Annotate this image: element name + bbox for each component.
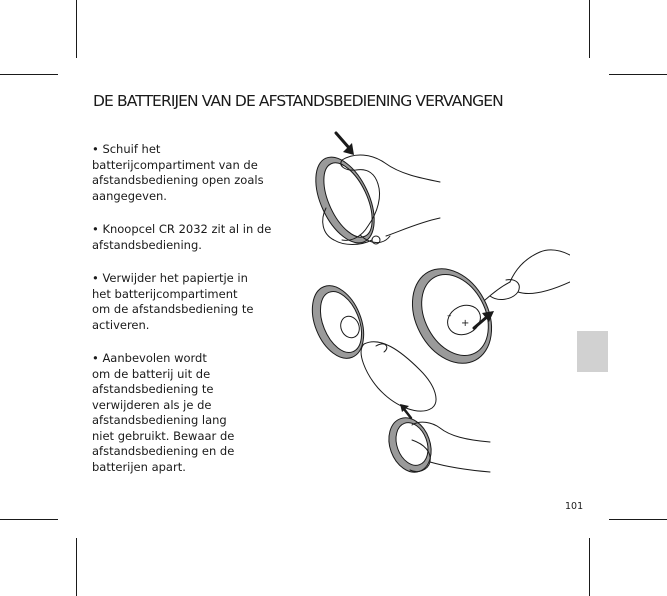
instruction-line: het batterijcompartiment bbox=[92, 286, 238, 301]
instruction-line: afstandsbediening te bbox=[92, 382, 214, 396]
battery-replacement-illustration bbox=[300, 125, 570, 485]
crop-mark bbox=[589, 538, 590, 596]
instruction-line: batterijen apart. bbox=[92, 459, 186, 474]
instruction-line: om de afstandsbediening te bbox=[92, 302, 254, 316]
section-tab bbox=[577, 331, 608, 372]
battery-minus-symbol: – bbox=[447, 311, 452, 321]
battery-plus-symbol: + bbox=[461, 318, 470, 329]
instruction-column bbox=[92, 142, 287, 493]
instruction-line: om de batterij uit de bbox=[92, 366, 211, 381]
instruction-line: aangegeven. bbox=[92, 188, 167, 203]
instruction-item bbox=[92, 222, 287, 253]
instruction-line: afstandsbediening. bbox=[92, 237, 202, 252]
crop-mark bbox=[589, 0, 590, 58]
instruction-line: afstandsbediening open zoals bbox=[92, 173, 264, 187]
crop-mark bbox=[76, 0, 77, 58]
instruction-item bbox=[92, 351, 287, 475]
crop-mark bbox=[0, 74, 58, 75]
instruction-line: activeren. bbox=[92, 317, 150, 332]
arrow-icon bbox=[336, 133, 354, 155]
instruction-line: afstandsbediening en de bbox=[92, 444, 235, 458]
page-title: DE BATTERIJEN VAN DE AFSTANDSBEDIENING VERVANGEN bbox=[93, 92, 503, 110]
instruction-line: • Aanbevolen wordt bbox=[92, 351, 207, 365]
crop-mark bbox=[609, 519, 667, 520]
instruction-line: • Knoopcel CR 2032 zit al in de bbox=[92, 222, 272, 236]
instruction-line: • Verwijder het papiertje in bbox=[92, 271, 248, 285]
instruction-item bbox=[92, 142, 287, 204]
instruction-line: • Schuif het bbox=[92, 142, 161, 156]
step-slide-open bbox=[304, 148, 440, 252]
instruction-item bbox=[92, 271, 287, 333]
crop-mark bbox=[76, 538, 77, 596]
instruction-line: niet gebruikt. Bewaar de bbox=[92, 428, 235, 443]
page-number: 101 bbox=[565, 501, 584, 512]
instruction-line: batterijcompartiment van de bbox=[92, 157, 258, 172]
crop-mark bbox=[609, 74, 667, 75]
crop-mark bbox=[0, 519, 58, 520]
instruction-line: afstandsbediening lang bbox=[92, 413, 227, 427]
instruction-line: verwijderen als je de bbox=[92, 397, 212, 412]
